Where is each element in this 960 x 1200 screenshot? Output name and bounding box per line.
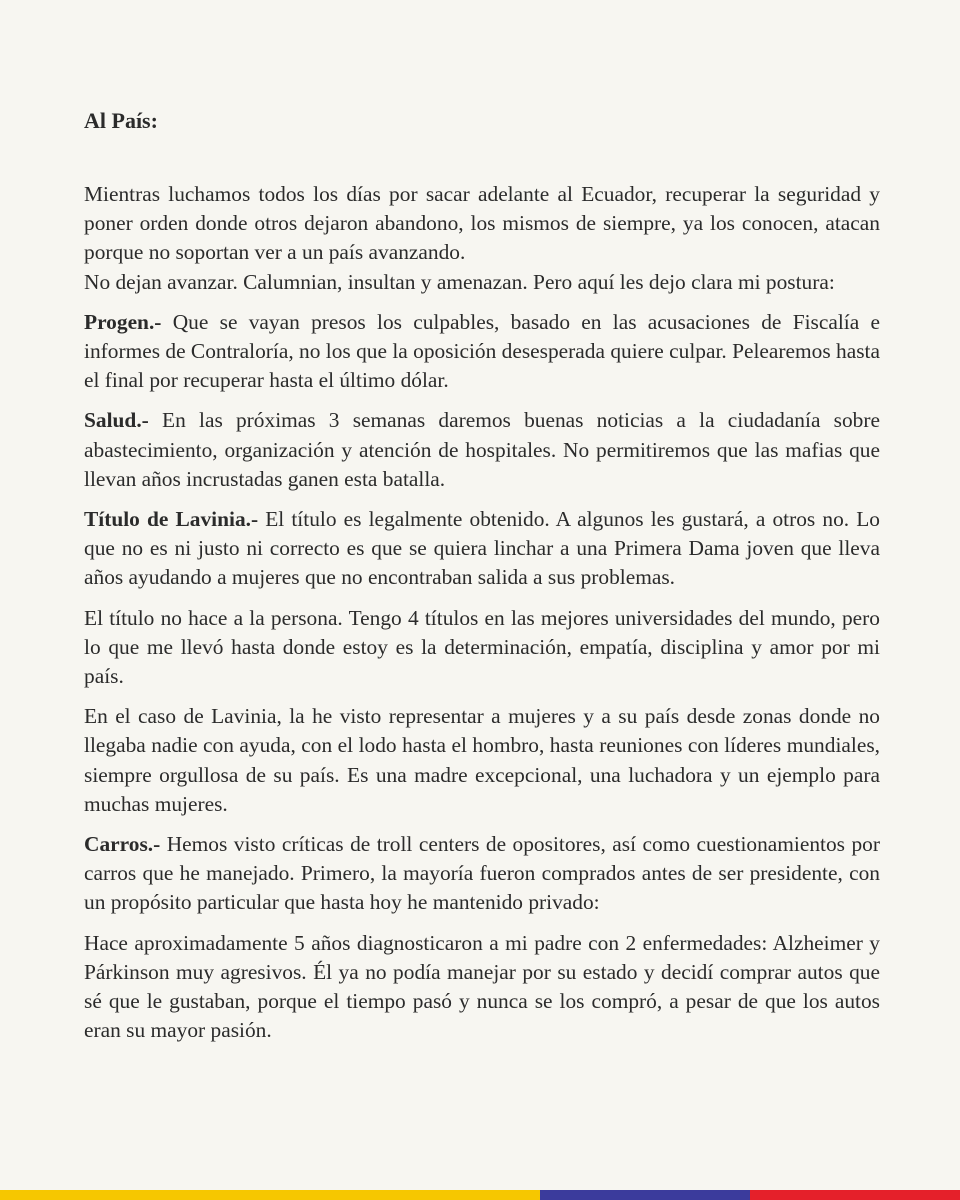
titulo-paragraph-3: En el caso de Lavinia, la he visto representar a mujeres y a su país desde zonas donde no llegaba nadie con ayuda, con el lodo hasta el hombro, hasta reuniones con líderes mundiales, siempre orgullosa de su país. Es una madre excepcional, una luchadora y un ejemplo para muchas mujeres. <box>84 704 880 816</box>
titulo-paragraph <box>84 505 880 593</box>
carros-text: Hemos visto críticas de troll centers de opositores, así como cuestionamientos por carros que he manejado. Primero, la mayoría fueron comprados antes de ser presidente, con un propósito particular que hasta hoy he mantenido privado: <box>84 832 880 915</box>
titulo-text: El título es legalmente obtenido. A algunos les gustará, a otros no. Lo que no es ni justo ni correcto es que se quiera linchar a una Primera Dama joven que lleva años ayudando a mujeres que no encontraban salida a sus problemas. <box>84 507 880 590</box>
letter-greeting: Al País: <box>84 108 158 133</box>
intro-paragraph: Mientras luchamos todos los días por sacar adelante al Ecuador, recuperar la seguridad y poner orden donde otros dejaron abandono, los mismos de siempre, ya los conocen, atacan porque no soportan ver a un país avanzando. <box>84 182 880 265</box>
progen-paragraph <box>84 308 880 396</box>
salud-paragraph <box>84 406 880 494</box>
carros-heading: Carros.- <box>84 832 161 857</box>
carros-paragraph <box>84 830 880 918</box>
flag-stripe-red <box>750 1190 960 1200</box>
salud-heading: Salud.- <box>84 408 149 433</box>
titulo-paragraph-2: El título no hace a la persona. Tengo 4 títulos en las mejores universidades del mundo, pero lo que me llevó hasta donde estoy es la determinación, empatía, disciplina y amor por mi país. <box>84 605 880 689</box>
progen-text: Que se vayan presos los culpables, basado en las acusaciones de Fiscalía e informes de Contraloría, no los que la oposición desesperada quiere culpar. Pelearemos hasta el final por recuperar hasta el último dólar. <box>84 309 880 393</box>
flag-stripe-blue <box>540 1190 750 1200</box>
titulo-heading: Título de Lavinia.- <box>84 507 259 532</box>
flag-stripe <box>0 1190 960 1200</box>
letter-body <box>84 106 880 1056</box>
progen-heading: Progen.- <box>84 309 162 334</box>
flag-stripe-yellow <box>0 1190 540 1200</box>
carros-paragraph-2: Hace aproximadamente 5 años diagnosticaron a mi padre con 2 enfermedades: Alzheimer y Párkinson muy agresivos. Él ya no podía manejar por su estado y decidí comprar autos que sé que le gustaban, porque el tiempo pasó y nunca se los compró, a pesar de que los autos eran su mayor pasión. <box>84 930 880 1043</box>
salud-text: En las próximas 3 semanas daremos buenas noticias a la ciudadanía sobre abastecimiento, organización y atención de hospitales. No permitiremos que las mafias que llevan años incrustadas ganen esta batalla. <box>84 408 880 491</box>
intro-paragraph-2: No dejan avanzar. Calumnian, insultan y amenazan. Pero aquí les dejo clara mi postura: <box>84 269 835 294</box>
